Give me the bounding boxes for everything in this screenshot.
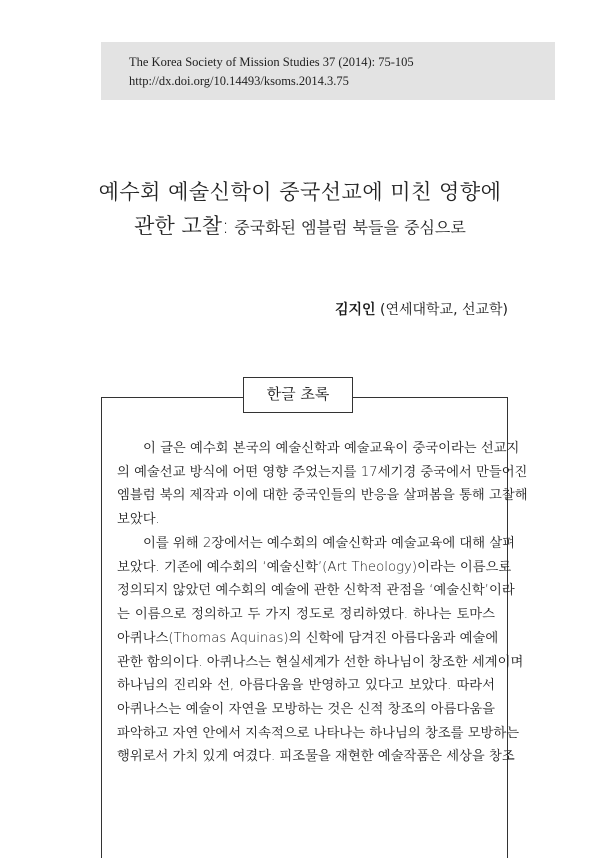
paper-subtitle: 중국화된 엠블럼 북들을 중심으로 [229, 218, 466, 237]
paragraph-line: 파악하고 자연 안에서 지속적으로 나타나는 하나님의 창조를 모방하는 [117, 725, 520, 741]
author-line [335, 299, 508, 319]
journal-info-box [101, 42, 555, 100]
paragraph-line: 보았다. 기존에 예수회의 ‘예술신학’(Art Theology)이라는 이름으로 [117, 559, 512, 575]
paragraph-line: 이를 위해 2장에서는 예수회의 예술신학과 예술교육에 대해 살펴 [143, 536, 516, 551]
paragraph-line: 관한 함의이다. 아퀴나스는 현실세계가 선한 하나님이 창조한 세계이며 [117, 654, 524, 670]
abstract-paragraph-2 [117, 532, 524, 769]
paragraph-line: 는 이름으로 정의하고 두 가지 정도로 정리하였다. 하나는 토마스 [117, 607, 495, 623]
author-name: 김지인 [334, 302, 376, 318]
author-affiliation: (연세대학교, 선교학) [375, 302, 508, 318]
abstract-heading: 한글 초록 [243, 377, 353, 413]
paragraph-line: 엠블럼 북의 제작과 이에 대한 중국인들의 반응을 살펴봄을 통해 고찰해 [117, 488, 528, 504]
paper-title-line2 [0, 210, 600, 240]
journal-citation: The Korea Society of Mission Studies 37 (2014): 75-105 [129, 55, 414, 69]
paragraph-line: 하나님의 진리와 선, 아름다움을 반영하고 있다고 보았다. 따라서 [117, 678, 495, 694]
journal-doi: http://dx.doi.org/10.14493/ksoms.2014.3.75 [129, 74, 349, 88]
paragraph-line: 정의되지 않았던 예수회의 예술에 관한 신학적 관점을 ‘예술신학’이라 [117, 583, 515, 599]
paragraph-line: 아퀴나스는 예술이 자연을 모방하는 것은 신적 창조의 아름다움을 [117, 701, 495, 717]
paragraph-line: 의 예술선교 방식에 어떤 영향 주었는지를 17세기경 중국에서 만들어진 [117, 464, 528, 480]
paragraph-line: 이 글은 예수회 본국의 예술신학과 예술교육이 중국이라는 선교지 [143, 441, 520, 456]
abstract-paragraph-1 [117, 437, 528, 532]
paper-title-line1: 예수회 예술신학이 중국선교에 미친 영향에 [98, 180, 502, 204]
paragraph-line: 행위로서 가치 있게 여겼다. 피조물을 재현한 예술작품은 세상을 창조 [117, 749, 515, 765]
paragraph-line: 보았다. [117, 512, 160, 528]
paragraph-line: 아퀴나스(Thomas Aquinas)의 신학에 담겨진 아름다움과 예술에 [117, 630, 499, 646]
paper-title-main: 관한 고찰: [134, 214, 230, 238]
